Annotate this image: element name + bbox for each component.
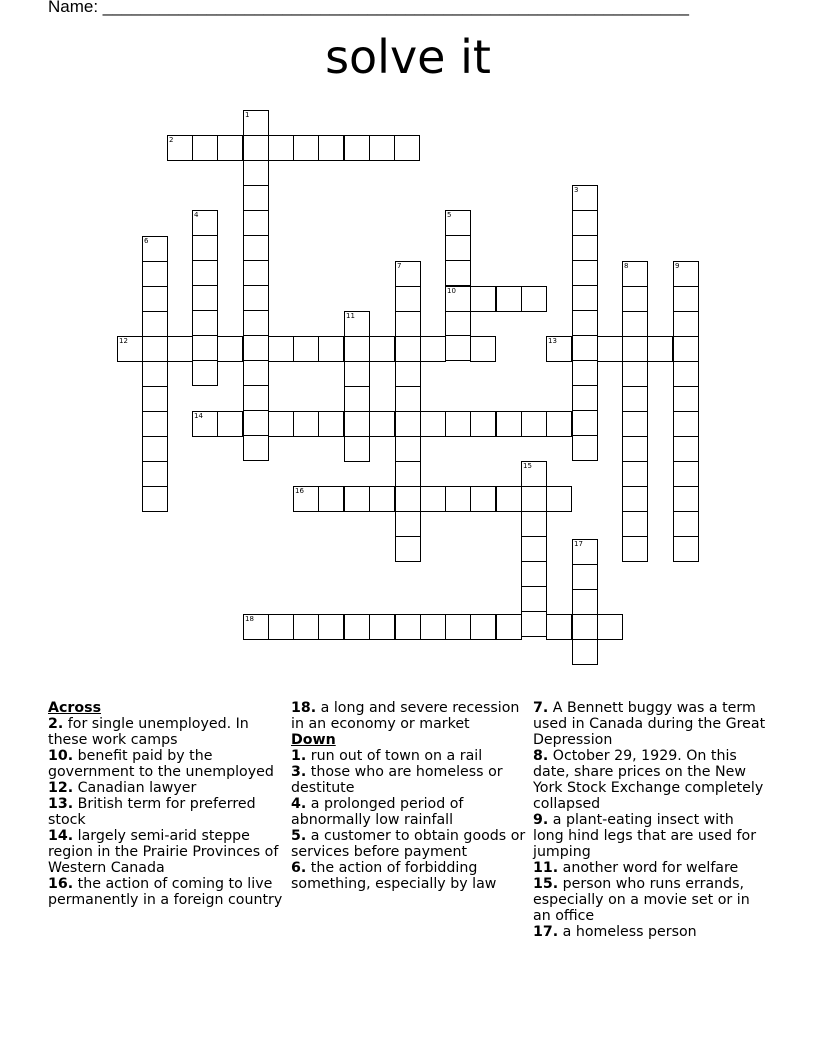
grid-cell[interactable] — [243, 335, 269, 361]
grid-cell[interactable] — [142, 336, 168, 362]
cell-number: 13 — [548, 337, 557, 345]
grid-cell[interactable] — [395, 436, 421, 462]
grid-cell[interactable] — [243, 385, 269, 411]
grid-cell[interactable] — [243, 285, 269, 311]
grid-cell[interactable] — [395, 336, 421, 362]
grid-cell[interactable] — [622, 286, 648, 312]
grid-cell-15[interactable] — [521, 461, 547, 487]
grid-cell[interactable] — [521, 611, 547, 637]
grid-cell[interactable] — [243, 185, 269, 211]
grid-cell[interactable] — [192, 235, 218, 261]
grid-cell[interactable] — [572, 285, 598, 311]
grid-cell[interactable] — [395, 386, 421, 412]
grid-cell-4[interactable] — [192, 210, 218, 236]
grid-cell[interactable] — [192, 135, 218, 161]
grid-cell-13[interactable] — [546, 336, 572, 362]
grid-cell[interactable] — [673, 286, 699, 312]
grid-cell[interactable] — [622, 361, 648, 387]
grid-cell[interactable] — [622, 536, 648, 562]
grid-cell[interactable] — [496, 486, 522, 512]
grid-cell[interactable] — [572, 614, 598, 640]
grid-cell[interactable] — [572, 385, 598, 411]
grid-cell[interactable] — [243, 360, 269, 386]
grid-cell[interactable] — [268, 614, 294, 640]
grid-cell[interactable] — [318, 486, 344, 512]
grid-cell[interactable] — [496, 411, 522, 437]
cell-number: 1 — [245, 111, 250, 119]
clue-down-11: 11. another word for welfare — [533, 860, 739, 876]
clue-down-15: 15. person who runs errands, especially on a movie set or in an office — [533, 876, 750, 924]
grid-cell-10[interactable] — [445, 286, 471, 312]
grid-cell[interactable] — [420, 411, 446, 437]
clues-column-3 — [533, 700, 768, 940]
grid-cell[interactable] — [673, 436, 699, 462]
grid-cell[interactable] — [521, 511, 547, 537]
grid-cell-11[interactable] — [344, 311, 370, 337]
grid-cell[interactable] — [622, 461, 648, 487]
grid-cell[interactable] — [572, 310, 598, 336]
grid-cell[interactable] — [142, 411, 168, 437]
grid-cell[interactable] — [142, 311, 168, 337]
grid-cell[interactable] — [318, 135, 344, 161]
grid-cell[interactable] — [293, 336, 319, 362]
clue-across-2: 2. for single unemployed. In these work camps — [48, 716, 249, 748]
cell-number: 3 — [574, 186, 579, 194]
grid-cell-9[interactable] — [673, 261, 699, 287]
grid-cell-6[interactable] — [142, 236, 168, 262]
grid-cell[interactable] — [344, 411, 370, 437]
cell-number: 9 — [675, 262, 680, 270]
across-heading: Across — [48, 700, 102, 716]
clue-down-4: 4. a prolonged period of abnormally low rainfall — [291, 796, 464, 828]
grid-cell[interactable] — [243, 435, 269, 461]
grid-cell[interactable] — [142, 436, 168, 462]
grid-cell[interactable] — [395, 536, 421, 562]
grid-cell[interactable] — [243, 160, 269, 186]
grid-cell-5[interactable] — [445, 210, 471, 236]
grid-cell[interactable] — [647, 336, 673, 362]
grid-cell[interactable] — [673, 511, 699, 537]
grid-cell[interactable] — [445, 614, 471, 640]
grid-cell[interactable] — [673, 461, 699, 487]
grid-cell[interactable] — [572, 235, 598, 261]
cell-number: 2 — [169, 136, 174, 144]
grid-cell[interactable] — [572, 564, 598, 590]
grid-cell[interactable] — [673, 361, 699, 387]
grid-cell[interactable] — [192, 260, 218, 286]
grid-cell[interactable] — [394, 135, 420, 161]
down-heading: Down — [291, 732, 336, 748]
cell-number: 15 — [523, 462, 532, 470]
grid-cell[interactable] — [395, 311, 421, 337]
grid-cell[interactable] — [243, 210, 269, 236]
grid-cell[interactable] — [470, 614, 496, 640]
clues-column-2 — [291, 700, 526, 892]
name-field[interactable]: Name: ______________________________________________________________ — [48, 0, 689, 16]
grid-cell[interactable] — [268, 135, 294, 161]
grid-cell[interactable] — [546, 486, 572, 512]
grid-cell[interactable] — [445, 235, 471, 261]
grid-cell[interactable] — [243, 410, 269, 436]
grid-cell[interactable] — [470, 286, 496, 312]
grid-cell[interactable] — [344, 135, 370, 161]
grid-cell[interactable] — [521, 411, 547, 437]
grid-cell[interactable] — [673, 486, 699, 512]
puzzle-title: solve it — [325, 30, 491, 84]
grid-cell[interactable] — [470, 486, 496, 512]
grid-cell[interactable] — [369, 486, 395, 512]
grid-cell[interactable] — [369, 614, 395, 640]
grid-cell[interactable] — [445, 260, 471, 286]
grid-cell[interactable] — [673, 311, 699, 337]
grid-cell-1[interactable] — [243, 110, 269, 136]
grid-cell[interactable] — [344, 386, 370, 412]
grid-cell-3[interactable] — [572, 185, 598, 211]
grid-cell[interactable] — [243, 135, 269, 161]
grid-cell[interactable] — [395, 486, 421, 512]
cell-number: 5 — [447, 211, 452, 219]
grid-cell[interactable] — [142, 461, 168, 487]
grid-cell[interactable] — [243, 260, 269, 286]
grid-cell[interactable] — [142, 361, 168, 387]
grid-cell[interactable] — [622, 486, 648, 512]
grid-cell[interactable] — [344, 436, 370, 462]
grid-cell-7[interactable] — [395, 261, 421, 287]
grid-cell[interactable] — [673, 336, 699, 362]
grid-cell[interactable] — [395, 614, 421, 640]
grid-cell[interactable] — [572, 410, 598, 436]
clue-down-8: 8. October 29, 1929. On this date, share prices on the New York Stock Exchange completely collapsed — [533, 748, 764, 812]
grid-cell[interactable] — [622, 436, 648, 462]
grid-cell[interactable] — [318, 336, 344, 362]
grid-cell[interactable] — [521, 286, 547, 312]
cell-number: 17 — [574, 540, 583, 548]
clue-across-18: 18. a long and severe recession in an economy or market — [291, 700, 520, 732]
grid-cell[interactable] — [192, 360, 218, 386]
grid-cell[interactable] — [142, 486, 168, 512]
grid-cell[interactable] — [572, 260, 598, 286]
grid-cell[interactable] — [369, 135, 395, 161]
grid-cell[interactable] — [496, 614, 522, 640]
clue-down-17: 17. a homeless person — [533, 924, 697, 940]
grid-cell[interactable] — [521, 561, 547, 587]
grid-cell[interactable] — [318, 411, 344, 437]
grid-cell[interactable] — [445, 310, 471, 336]
grid-cell[interactable] — [445, 411, 471, 437]
grid-cell[interactable] — [217, 336, 243, 362]
cell-number: 7 — [397, 262, 402, 270]
grid-cell[interactable] — [673, 411, 699, 437]
cell-number: 6 — [144, 237, 149, 245]
clue-down-1: 1. run out of town on a rail — [291, 748, 483, 764]
grid-cell[interactable] — [622, 386, 648, 412]
grid-cell[interactable] — [572, 335, 598, 361]
clues-column-1 — [48, 700, 283, 908]
grid-cell[interactable] — [572, 435, 598, 461]
cell-number: 4 — [194, 211, 199, 219]
grid-cell[interactable] — [192, 310, 218, 336]
grid-cell[interactable] — [546, 411, 572, 437]
grid-cell[interactable] — [318, 614, 344, 640]
grid-cell[interactable] — [673, 536, 699, 562]
grid-cell[interactable] — [268, 411, 294, 437]
clue-down-7: 7. A Bennett buggy was a term used in Canada during the Great Depression — [533, 700, 766, 748]
grid-cell[interactable] — [217, 135, 243, 161]
grid-cell[interactable] — [293, 614, 319, 640]
grid-cell[interactable] — [572, 589, 598, 615]
cell-number: 14 — [194, 412, 203, 420]
clue-across-14: 14. largely semi-arid steppe region in the Prairie Provinces of Western Canada — [48, 828, 279, 876]
grid-cell-14[interactable] — [192, 411, 218, 437]
grid-cell[interactable] — [293, 411, 319, 437]
clue-down-5: 5. a customer to obtain goods or services before payment — [291, 828, 526, 860]
grid-cell[interactable] — [142, 286, 168, 312]
grid-cell[interactable] — [420, 614, 446, 640]
clue-across-10: 10. benefit paid by the government to the unemployed — [48, 748, 274, 780]
grid-cell[interactable] — [293, 135, 319, 161]
grid-cell-18[interactable] — [243, 614, 269, 640]
cell-number: 18 — [245, 615, 254, 623]
grid-cell[interactable] — [572, 210, 598, 236]
grid-cell[interactable] — [395, 286, 421, 312]
grid-cell[interactable] — [521, 536, 547, 562]
grid-cell[interactable] — [344, 361, 370, 387]
grid-cell[interactable] — [192, 335, 218, 361]
grid-cell[interactable] — [521, 586, 547, 612]
cell-number: 8 — [624, 262, 629, 270]
grid-cell[interactable] — [521, 486, 547, 512]
grid-cell[interactable] — [344, 614, 370, 640]
grid-cell[interactable] — [622, 511, 648, 537]
grid-cell[interactable] — [470, 336, 496, 362]
cell-number: 12 — [119, 337, 128, 345]
cell-number: 16 — [295, 487, 304, 495]
grid-cell[interactable] — [369, 411, 395, 437]
grid-cell-16[interactable] — [293, 486, 319, 512]
grid-cell[interactable] — [268, 336, 294, 362]
grid-cell[interactable] — [420, 486, 446, 512]
grid-cell[interactable] — [344, 336, 370, 362]
grid-cell[interactable] — [395, 411, 421, 437]
grid-cell-12[interactable] — [117, 336, 143, 362]
grid-cell-17[interactable] — [572, 539, 598, 565]
clue-across-13: 13. British term for preferred stock — [48, 796, 256, 828]
grid-cell[interactable] — [470, 411, 496, 437]
grid-cell[interactable] — [217, 411, 243, 437]
grid-cell[interactable] — [673, 386, 699, 412]
grid-cell[interactable] — [142, 386, 168, 412]
grid-cell[interactable] — [445, 486, 471, 512]
grid-cell[interactable] — [395, 361, 421, 387]
grid-cell[interactable] — [496, 286, 522, 312]
grid-cell[interactable] — [369, 336, 395, 362]
grid-cell[interactable] — [344, 486, 370, 512]
grid-cell[interactable] — [572, 639, 598, 665]
clue-down-3: 3. those who are homeless or destitute — [291, 764, 503, 796]
grid-cell[interactable] — [192, 285, 218, 311]
grid-cell[interactable] — [243, 310, 269, 336]
grid-cell[interactable] — [597, 614, 623, 640]
grid-cell[interactable] — [142, 261, 168, 287]
grid-cell-2[interactable] — [167, 135, 193, 161]
grid-cell[interactable] — [597, 336, 623, 362]
cell-number: 11 — [346, 312, 355, 320]
grid-cell[interactable] — [167, 336, 193, 362]
clue-down-9: 9. a plant-eating insect with long hind legs that are used for jumping — [533, 812, 757, 860]
clue-down-6: 6. the action of forbidding something, especially by law — [291, 860, 497, 892]
grid-cell[interactable] — [445, 335, 471, 361]
grid-cell[interactable] — [572, 360, 598, 386]
grid-cell[interactable] — [622, 411, 648, 437]
grid-cell[interactable] — [622, 336, 648, 362]
grid-cell[interactable] — [395, 511, 421, 537]
grid-cell[interactable] — [395, 461, 421, 487]
cell-number: 10 — [447, 287, 456, 295]
grid-cell[interactable] — [622, 311, 648, 337]
grid-cell[interactable] — [420, 336, 446, 362]
clue-across-12: 12. Canadian lawyer — [48, 780, 197, 796]
grid-cell[interactable] — [546, 614, 572, 640]
grid-cell[interactable] — [243, 235, 269, 261]
clue-across-16: 16. the action of coming to live permanently in a foreign country — [48, 876, 283, 908]
grid-cell-8[interactable] — [622, 261, 648, 287]
